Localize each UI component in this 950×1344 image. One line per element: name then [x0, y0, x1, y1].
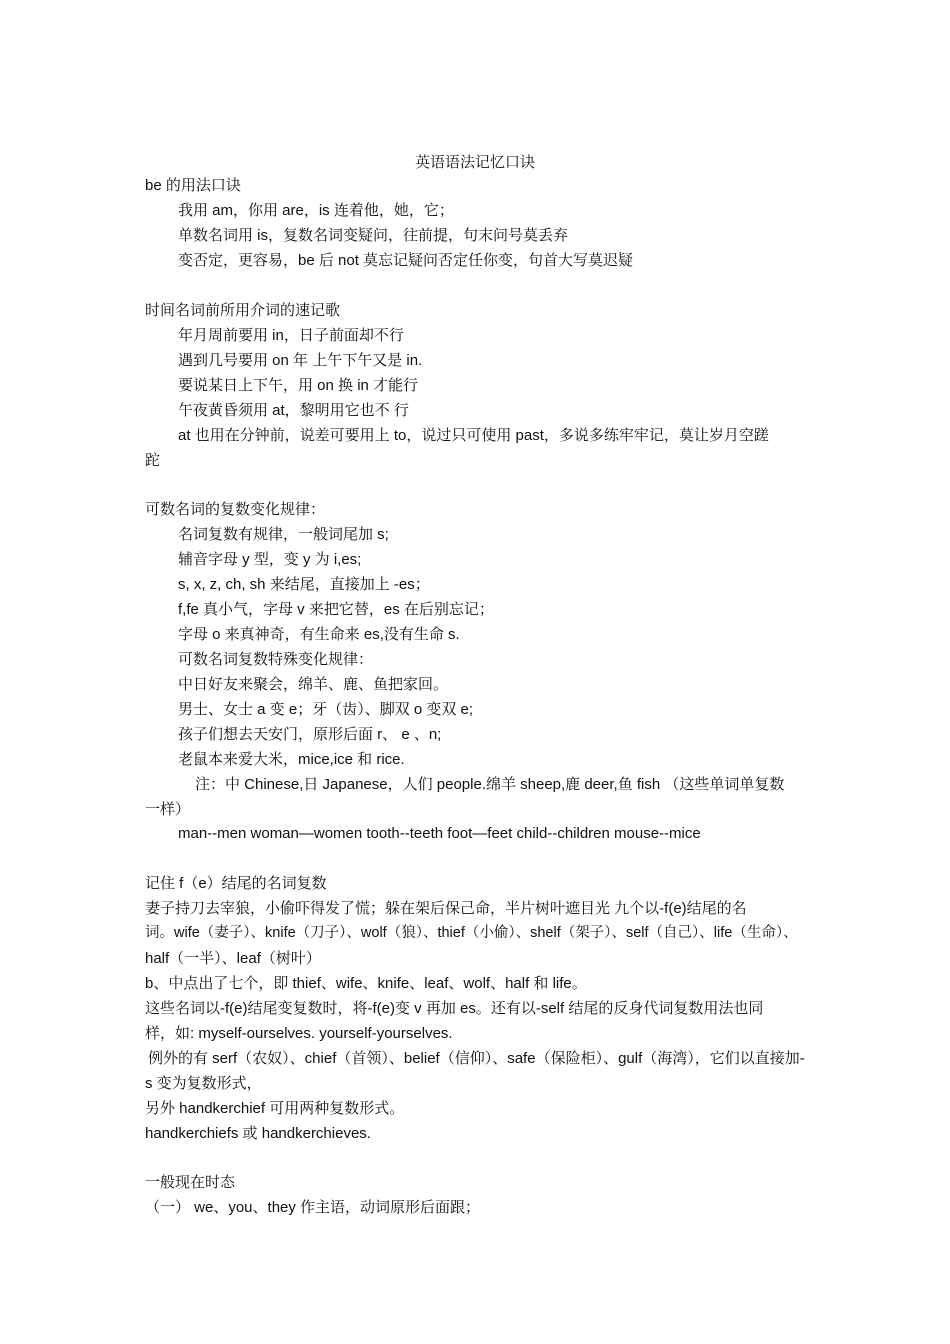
text-line: half（一半）、leaf（树叶）: [145, 950, 321, 967]
text-line: 另外 handkerchief 可用两种复数形式。: [145, 1100, 405, 1117]
text-line: 遇到几号要用 on 年 上午下午又是 in.: [178, 352, 423, 369]
text-line: 中日好友来聚会，绵羊、鹿、鱼把家回。: [178, 676, 449, 693]
section-heading-present: 一般现在时态: [145, 1174, 236, 1191]
examples-line: man--men woman—women tooth--teeth foot—feet child--children mouse--mice: [178, 825, 701, 842]
text-line: 年月周前要用 in，日子前面却不行: [178, 327, 404, 344]
text-line: 跎: [145, 452, 161, 469]
text-line: s, x, z, ch, sh 来结尾，直接加上 -es；: [178, 576, 430, 593]
text-line: 辅音字母 y 型，变 y 为 i,es;: [178, 551, 362, 568]
text-line: 老鼠本来爱大米，mice,ice 和 rice.: [178, 751, 405, 768]
section-heading-fe: 记住 f（e）结尾的名词复数: [145, 875, 327, 892]
text-line: f,fe 真小气，字母 v 来把它替，es 在后别忘记；: [178, 601, 494, 618]
text-line: 我用 am，你用 are，is 连着他，她，它；: [178, 202, 454, 219]
text-line: 例外的有 serf（农奴）、chief（首领）、belief（信仰）、safe（保险柜）、gulf（海湾），它们以直接加-: [148, 1050, 805, 1067]
section-heading-plural: 可数名词的复数变化规律：: [145, 501, 326, 518]
note-line: 一样）: [145, 801, 191, 818]
text-line: 变否定，更容易，be 后 not 莫忘记疑问否定任你变，句首大写莫迟疑: [178, 252, 634, 269]
text-line: s 变为复数形式，: [145, 1075, 262, 1092]
section-heading-be: be 的用法口诀: [145, 177, 241, 194]
text-line: 妻子持刀去宰狼，小偷吓得发了慌；躲在架后保己命，半片树叶遮目光 九个以-f(e)结尾的名: [145, 900, 747, 917]
text-line: 名词复数有规律，一般词尾加 s;: [178, 526, 389, 543]
text-line: handkerchiefs 或 handkerchieves.: [145, 1125, 371, 1142]
text-line: b、中点出了七个，即 thief、wife、knife、leaf、wolf、half 和 life。: [145, 975, 587, 992]
section-heading-time: 时间名词前所用介词的速记歌: [145, 302, 341, 319]
text-line: 词。wife（妻子）、knife（刀子）、wolf（狼）、thief（小偷）、shelf（架子）、self（自己）、life（生命）、: [145, 925, 798, 941]
text-line: 可数名词复数特殊变化规律：: [178, 651, 374, 668]
text-line: 样，如: myself-ourselves. yourself-yourselves.: [145, 1025, 453, 1042]
text-line: 午夜黄昏须用 at，黎明用它也不 行: [178, 402, 409, 419]
text-line: 这些名词以-f(e)结尾变复数时，将-f(e)变 v 再加 es。还有以-self 结尾的反身代词复数用法也同: [145, 1000, 764, 1017]
text-line: 单数名词用 is，复数名词变疑问，往前提，句末问号莫丢弃: [178, 227, 569, 244]
text-line: 男士、女士 a 变 e；牙（齿）、脚双 o 变双 e;: [178, 701, 474, 718]
text-line: 孩子们想去天安门，原形后面 r、 e 、n;: [178, 726, 442, 743]
text-line: （一） we、you、they 作主语，动词原形后面跟；: [145, 1199, 481, 1216]
text-line: 字母 o 来真神奇，有生命来 es,没有生命 s.: [178, 626, 460, 643]
document-title: 英语语法记忆口诀: [414, 154, 535, 171]
note-line: 注：中 Chinese,日 Japanese，人们 people.绵羊 sheep,鹿 deer,鱼 fish （这些单词单复数: [195, 776, 785, 793]
text-line: at 也用在分钟前，说差可要用上 to，说过只可使用 past，多说多练牢牢记，莫让岁月空蹉: [178, 427, 769, 444]
text-line: 要说某日上下午，用 on 换 in 才能行: [178, 377, 419, 394]
